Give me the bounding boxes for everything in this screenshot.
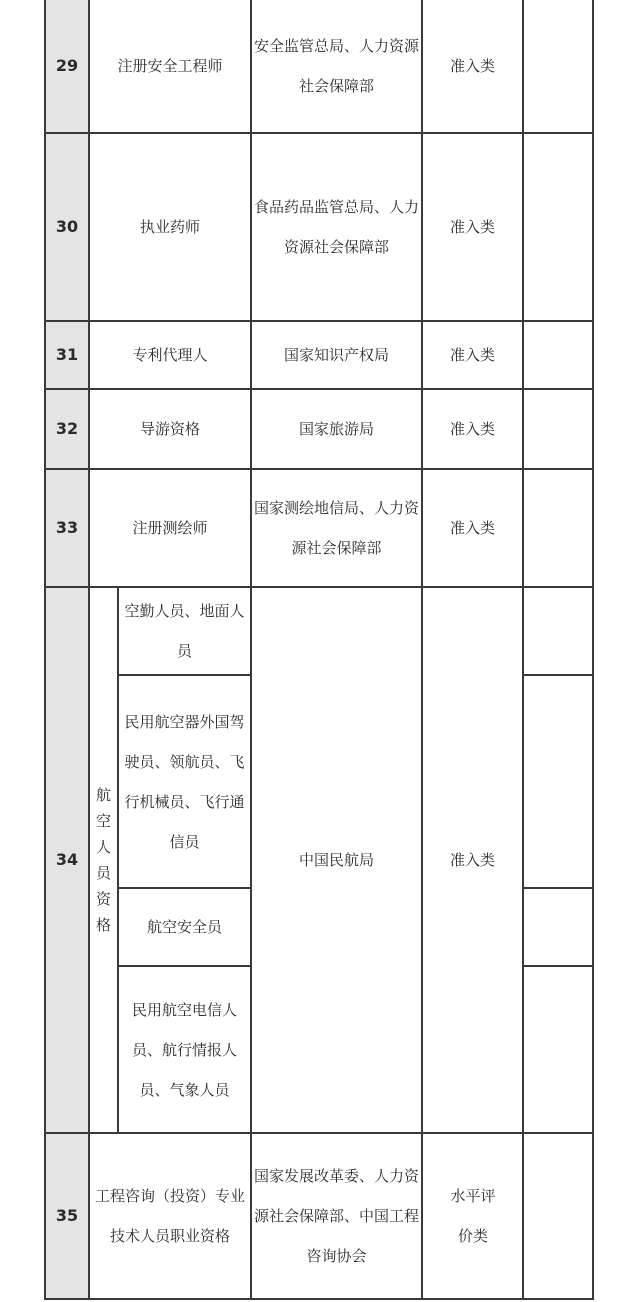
category: 准入类 <box>449 218 495 236</box>
qualification-title: 注册安全工程师 <box>117 57 223 75</box>
subitem: 空勤人员、地面人员 <box>124 602 245 660</box>
category: 准入类 <box>449 346 495 364</box>
row-number: 35 <box>55 1206 79 1225</box>
subrow-separator <box>522 887 594 889</box>
table-border-bottom <box>44 1298 594 1300</box>
authority: 食品药品监管总局、人力资源社会保障部 <box>254 198 420 256</box>
group-label-char: 格 <box>95 916 111 934</box>
group-label-char: 员 <box>95 864 111 882</box>
subitem: 民用航空器外国驾驶员、领航员、飞行机械员、飞行通信员 <box>124 712 245 851</box>
authority: 国家发展改革委、人力资源社会保障部、中国工程咨询协会 <box>254 1167 420 1265</box>
authority: 安全监管总局、人力资源社会保障部 <box>254 37 420 95</box>
group-label-char: 空 <box>95 812 111 830</box>
column-divider <box>522 0 524 1300</box>
subrow-separator <box>522 965 594 967</box>
qualification-title: 工程咨询（投资）专业技术人员职业资格 <box>94 1187 245 1245</box>
group-label-char: 航 <box>95 786 111 804</box>
qualification-table <box>44 0 594 1302</box>
category: 水平评价类 <box>450 1187 496 1245</box>
group-label-char: 资 <box>95 890 111 908</box>
group-label-vertical <box>90 588 117 1132</box>
row-number: 34 <box>55 850 79 869</box>
category: 准入类 <box>449 851 495 869</box>
subitem: 民用航空电信人员、航行情报人员、气象人员 <box>131 1000 237 1099</box>
subitem: 航空安全员 <box>146 918 222 936</box>
row-number: 32 <box>55 419 79 438</box>
group-label-char: 人 <box>95 838 111 856</box>
qualification-title: 导游资格 <box>139 420 200 438</box>
row-number: 33 <box>55 518 79 537</box>
qualification-title: 执业药师 <box>139 218 200 236</box>
authority: 国家知识产权局 <box>283 346 389 364</box>
row-number: 29 <box>55 56 79 75</box>
authority: 国家旅游局 <box>298 420 374 438</box>
category: 准入类 <box>449 519 495 537</box>
authority: 国家测绘地信局、人力资源社会保障部 <box>254 499 420 557</box>
row-number: 30 <box>55 217 79 236</box>
qualification-title: 专利代理人 <box>132 346 208 364</box>
authority: 中国民航局 <box>298 851 374 869</box>
category: 准入类 <box>449 420 495 438</box>
table-border-right <box>592 0 594 1300</box>
category: 准入类 <box>449 57 495 75</box>
qualification-title: 注册测绘师 <box>132 519 208 537</box>
row-number: 31 <box>55 345 79 364</box>
subrow-separator <box>522 674 594 676</box>
